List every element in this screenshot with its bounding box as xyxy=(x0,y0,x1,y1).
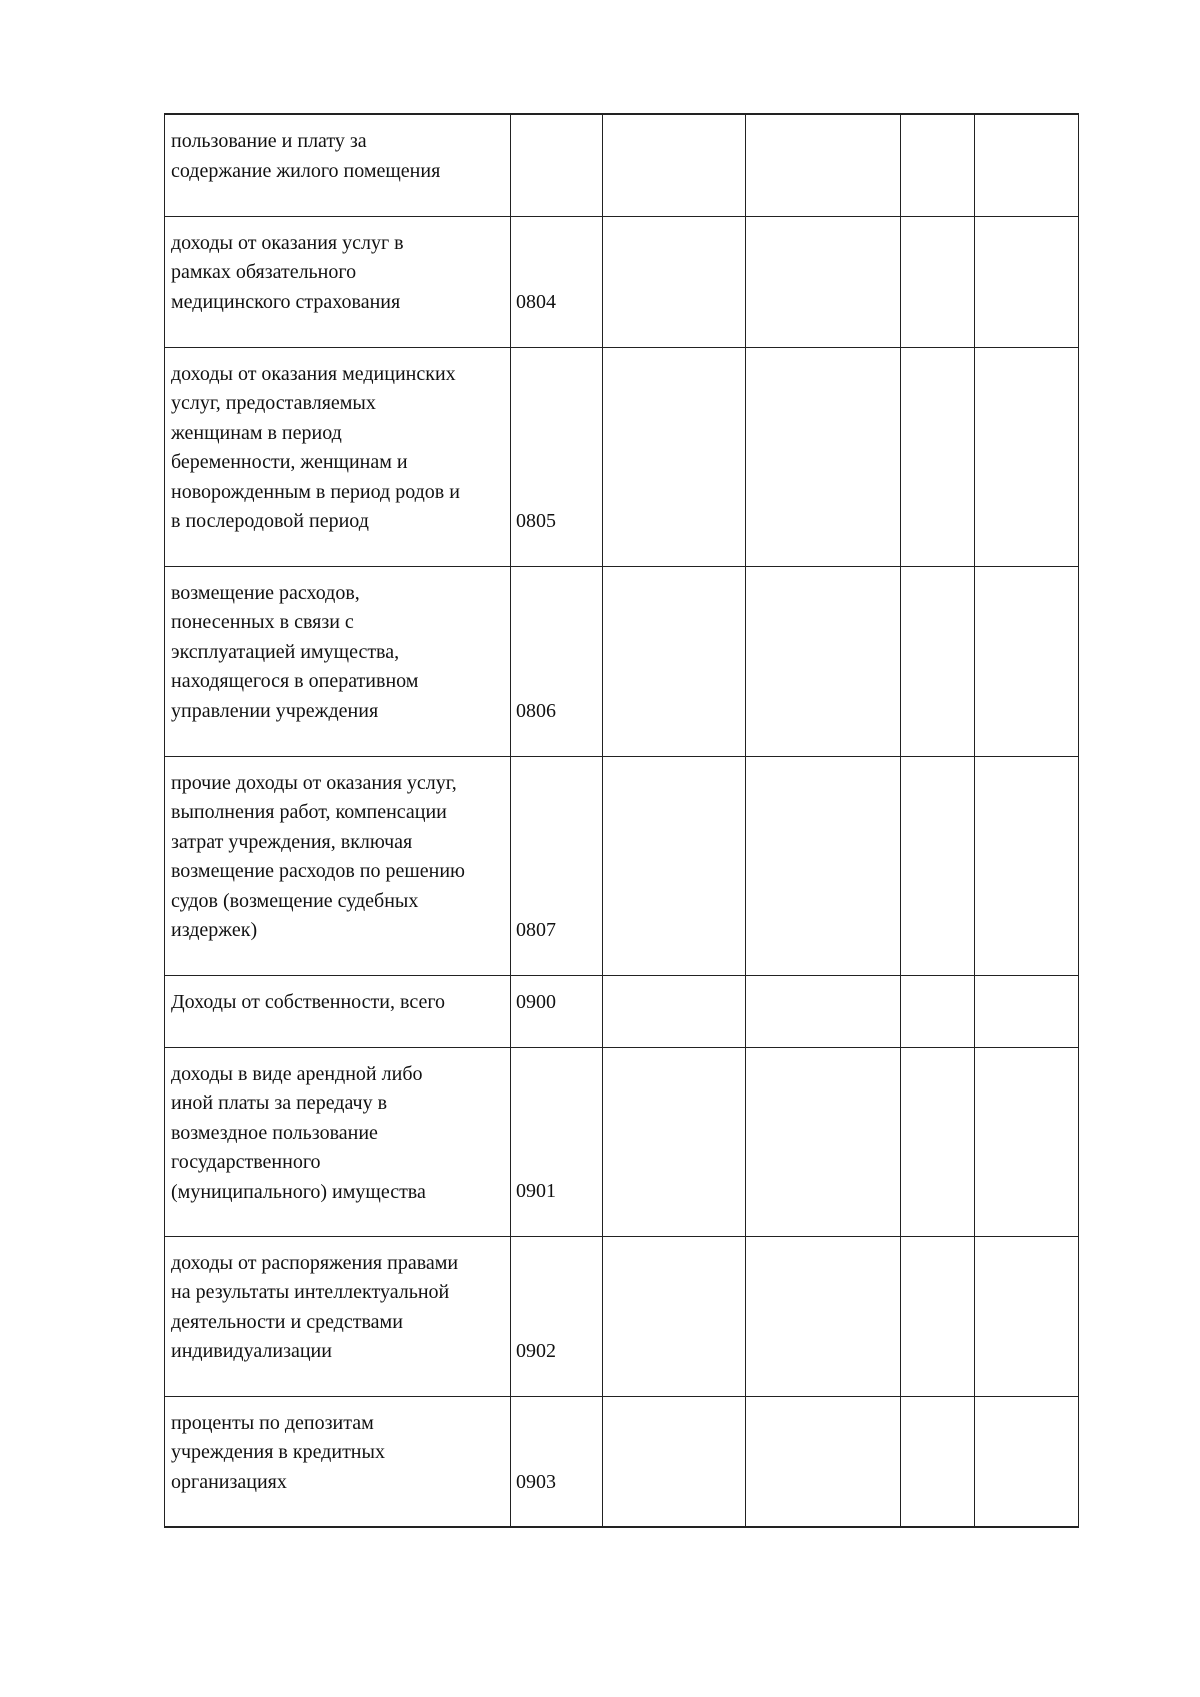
value-cell[interactable] xyxy=(603,114,746,216)
value-cell[interactable] xyxy=(901,1236,975,1396)
value-cell[interactable] xyxy=(975,975,1079,1047)
row-name: прочие доходы от оказания услуг, выполнения работ, компенсации затрат учреждения, включая возмещение расходов по решению судов (возмещение судебных издержек) xyxy=(165,756,511,975)
value-cell[interactable] xyxy=(746,1047,901,1236)
value-cell[interactable] xyxy=(746,975,901,1047)
row-code: 0901 xyxy=(511,1047,603,1236)
table-row xyxy=(165,1236,1079,1396)
row-code: 0903 xyxy=(511,1396,603,1527)
value-cell[interactable] xyxy=(975,566,1079,756)
row-code: 0805 xyxy=(511,347,603,566)
row-name: возмещение расходов, понесенных в связи с эксплуатацией имущества, находящегося в оперативном управлении учреждения xyxy=(165,566,511,756)
value-cell[interactable] xyxy=(603,975,746,1047)
value-cell[interactable] xyxy=(901,1396,975,1527)
table-row xyxy=(165,975,1079,1047)
value-cell[interactable] xyxy=(603,216,746,347)
value-cell[interactable] xyxy=(901,216,975,347)
value-cell[interactable] xyxy=(901,566,975,756)
value-cell[interactable] xyxy=(901,975,975,1047)
row-name: Доходы от собственности, всего xyxy=(165,975,511,1047)
row-name: пользование и плату за содержание жилого помещения xyxy=(165,114,511,216)
value-cell[interactable] xyxy=(975,347,1079,566)
row-name: доходы в виде арендной либо иной платы за передачу в возмездное пользование государственного (муниципального) имущества xyxy=(165,1047,511,1236)
value-cell[interactable] xyxy=(746,347,901,566)
value-cell[interactable] xyxy=(603,347,746,566)
row-code: 0807 xyxy=(511,756,603,975)
value-cell[interactable] xyxy=(746,114,901,216)
value-cell[interactable] xyxy=(746,566,901,756)
table-row xyxy=(165,1047,1079,1236)
table-row xyxy=(165,114,1079,216)
row-code: 0804 xyxy=(511,216,603,347)
value-cell[interactable] xyxy=(603,1047,746,1236)
value-cell[interactable] xyxy=(603,1396,746,1527)
row-name: доходы от распоряжения правами на результаты интеллектуальной деятельности и средствами индивидуализации xyxy=(165,1236,511,1396)
report-table xyxy=(164,113,1079,1528)
value-cell[interactable] xyxy=(603,756,746,975)
value-cell[interactable] xyxy=(746,1396,901,1527)
value-cell[interactable] xyxy=(746,756,901,975)
row-code: 0900 xyxy=(511,975,603,1047)
table-row xyxy=(165,756,1079,975)
row-code: 0806 xyxy=(511,566,603,756)
table-row xyxy=(165,216,1079,347)
value-cell[interactable] xyxy=(746,1236,901,1396)
row-code: 0902 xyxy=(511,1236,603,1396)
value-cell[interactable] xyxy=(975,1396,1079,1527)
table-row xyxy=(165,1396,1079,1527)
value-cell[interactable] xyxy=(975,756,1079,975)
table-row xyxy=(165,566,1079,756)
value-cell[interactable] xyxy=(901,347,975,566)
row-code xyxy=(511,114,603,216)
value-cell[interactable] xyxy=(603,1236,746,1396)
value-cell[interactable] xyxy=(603,566,746,756)
value-cell[interactable] xyxy=(975,114,1079,216)
value-cell[interactable] xyxy=(746,216,901,347)
value-cell[interactable] xyxy=(901,1047,975,1236)
row-name: проценты по депозитам учреждения в кредитных организациях xyxy=(165,1396,511,1527)
value-cell[interactable] xyxy=(901,756,975,975)
row-name: доходы от оказания услуг в рамках обязательного медицинского страхования xyxy=(165,216,511,347)
value-cell[interactable] xyxy=(975,1047,1079,1236)
value-cell[interactable] xyxy=(901,114,975,216)
row-name: доходы от оказания медицинских услуг, предоставляемых женщинам в период беременности, женщинам и новорожденным в период родов и в послеродовой период xyxy=(165,347,511,566)
table-row xyxy=(165,347,1079,566)
value-cell[interactable] xyxy=(975,216,1079,347)
value-cell[interactable] xyxy=(975,1236,1079,1396)
